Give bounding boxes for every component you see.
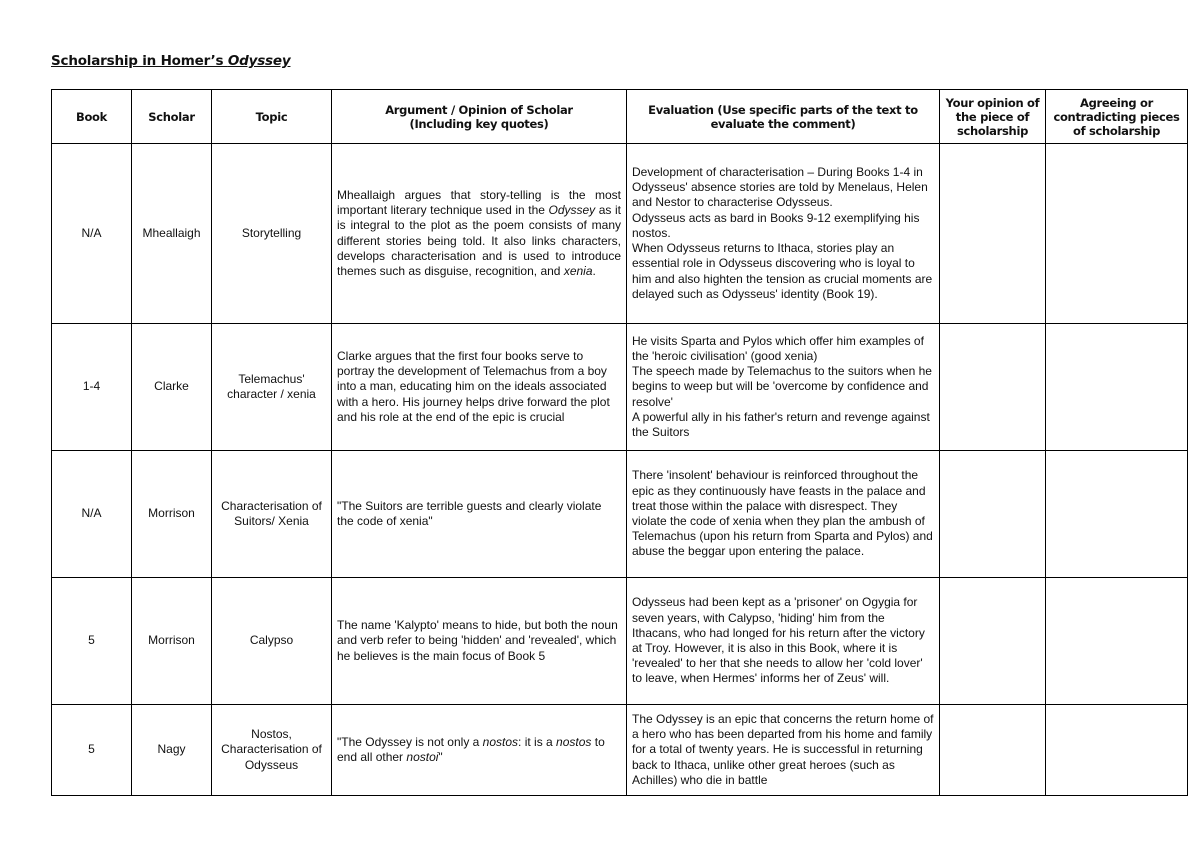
cell-opinion[interactable] [940,144,1046,324]
cell-book: N/A [52,144,132,324]
arg-italic: xenia [563,263,593,278]
cell-evaluation [627,144,940,324]
cell-topic: Nostos, Characterisation of Odysseus [212,705,332,796]
arg-italic: Odyssey [548,203,596,218]
arg-italic: nostoi [406,750,439,764]
evaluation-text: He visits Sparta and Pylos which offer him examples of the 'heroic civilisation' (good xenia) The speech made by Telemachus to the suitors when he begins to weep but will be 'overcome by confidence and resolve' A powerful ally in his father's return and revenge against the Suitors [632,333,932,439]
cell-topic: Characterisation of Suitors/ Xenia [212,451,332,578]
cell-topic: Storytelling [212,144,332,324]
header-opinion: Your opinion of the piece of scholarship [940,90,1046,144]
cell-agreeing[interactable] [1046,705,1188,796]
cell-book: N/A [52,451,132,578]
cell-argument [332,144,627,324]
evaluation-text: Development of characterisation – During Books 1-4 in Odysseus' absence stories are told by Menelaus, Helen and Nestor to characterise Odysseus. Odysseus acts as bard in Books 9-12 exemplifying his nostos. When Odysseus returns to Ithaca, stories play an essential role in Odysseus discovering who is loyal to him and also highten the tension as crucial moments are delayed such as Odysseus' identity (Book 19). [632,165,933,301]
header-argument-line2: (Including key quotes) [409,116,549,131]
cell-argument: The name 'Kalypto' means to hide, but both the noun and verb refer to being 'hidden' and 'revealed', which he believes is the main focus of Book 5 [332,578,627,705]
cell-opinion[interactable] [940,324,1046,451]
cell-scholar: Nagy [132,705,212,796]
cell-opinion[interactable] [940,705,1046,796]
arg-text: "The Odyssey is not only a [337,734,483,749]
cell-book: 1-4 [52,324,132,451]
table-row [52,705,1188,796]
arg-text: Mheallaigh argues that story-telling is the most important literary technique used in the [337,187,621,218]
cell-topic: Telemachus' character / xenia [212,324,332,451]
scholarship-table [51,89,1188,796]
cell-argument: "The Suitors are terrible guests and clearly violate the code of xenia" [332,451,627,578]
cell-topic: Calypso [212,578,332,705]
cell-evaluation [627,451,940,578]
cell-scholar: Morrison [132,451,212,578]
cell-book: 5 [52,578,132,705]
header-scholar: Scholar [132,90,212,144]
arg-italic: nostos [556,734,592,749]
title-text: Scholarship in Homer’s [51,53,228,69]
cell-agreeing[interactable] [1046,451,1188,578]
cell-agreeing[interactable] [1046,324,1188,451]
document-title [51,53,290,69]
cell-evaluation [627,578,940,705]
table-row [52,144,1188,324]
arg-italic: nostos [482,734,519,749]
header-argument-line1: Argument / Opinion of Scholar [385,102,573,117]
cell-scholar: Mheallaigh [132,144,212,324]
table-row [52,451,1188,578]
cell-opinion[interactable] [940,451,1046,578]
table-row [52,324,1188,451]
evaluation-text: Odysseus had been kept as a 'prisoner' on Ogygia for seven years, with Calypso, 'hiding' him from the Ithacans, who had longed for his return after the victory at Troy. However, it is also in this Book, where it is 'revealed' to her that she needs to allow her 'cold lover' to leave, when Hermes' informs her of Zeus' will. [632,595,925,686]
header-argument [332,90,627,144]
header-book: Book [52,90,132,144]
evaluation-text: The Odyssey is an epic that concerns the return home of a hero who has been departed from his home and family for a total of twenty years. He is successful in returning back to Ithaca, unlike other great heroes (such as Achilles) who die in battle [632,711,934,787]
arg-text: to end all other [337,734,605,764]
table-row [52,578,1188,705]
arg-text: : it is a [518,734,557,749]
arg-text: as it is integral to the plot as the poem consists of many different stories being told. It also links characters, develops characterisation and is used to introduce themes such as disguise, recognition, and [337,203,621,278]
cell-agreeing[interactable] [1046,144,1188,324]
cell-evaluation [627,705,940,796]
header-evaluation: Evaluation (Use specific parts of the text to evaluate the comment) [627,90,940,144]
header-topic: Topic [212,90,332,144]
header-agreeing: Agreeing or contradicting pieces of scholarship [1046,90,1188,144]
cell-agreeing[interactable] [1046,578,1188,705]
cell-book: 5 [52,705,132,796]
cell-argument: Clarke argues that the first four books serve to portray the development of Telemachus from a boy into a man, educating him on the ideals associated with a hero. His journey helps drive forward the plot and his role at the end of the epic is crucial [332,324,627,451]
evaluation-text: There 'insolent' behaviour is reinforced throughout the epic as they continuously have feasts in the palace and treat those within the palace with disrespect. They violate the code of xenia when they plan the ambush of Telemachus (upon his return from Sparta and Pylos) and abuse the beggar upon entering the palace. [632,468,933,559]
cell-argument [332,705,627,796]
arg-text: " [438,750,443,764]
cell-evaluation [627,324,940,451]
header-row [52,90,1188,144]
cell-scholar: Morrison [132,578,212,705]
cell-opinion[interactable] [940,578,1046,705]
cell-scholar: Clarke [132,324,212,451]
arg-text: . [592,263,596,278]
title-italic: Odyssey [227,53,291,69]
